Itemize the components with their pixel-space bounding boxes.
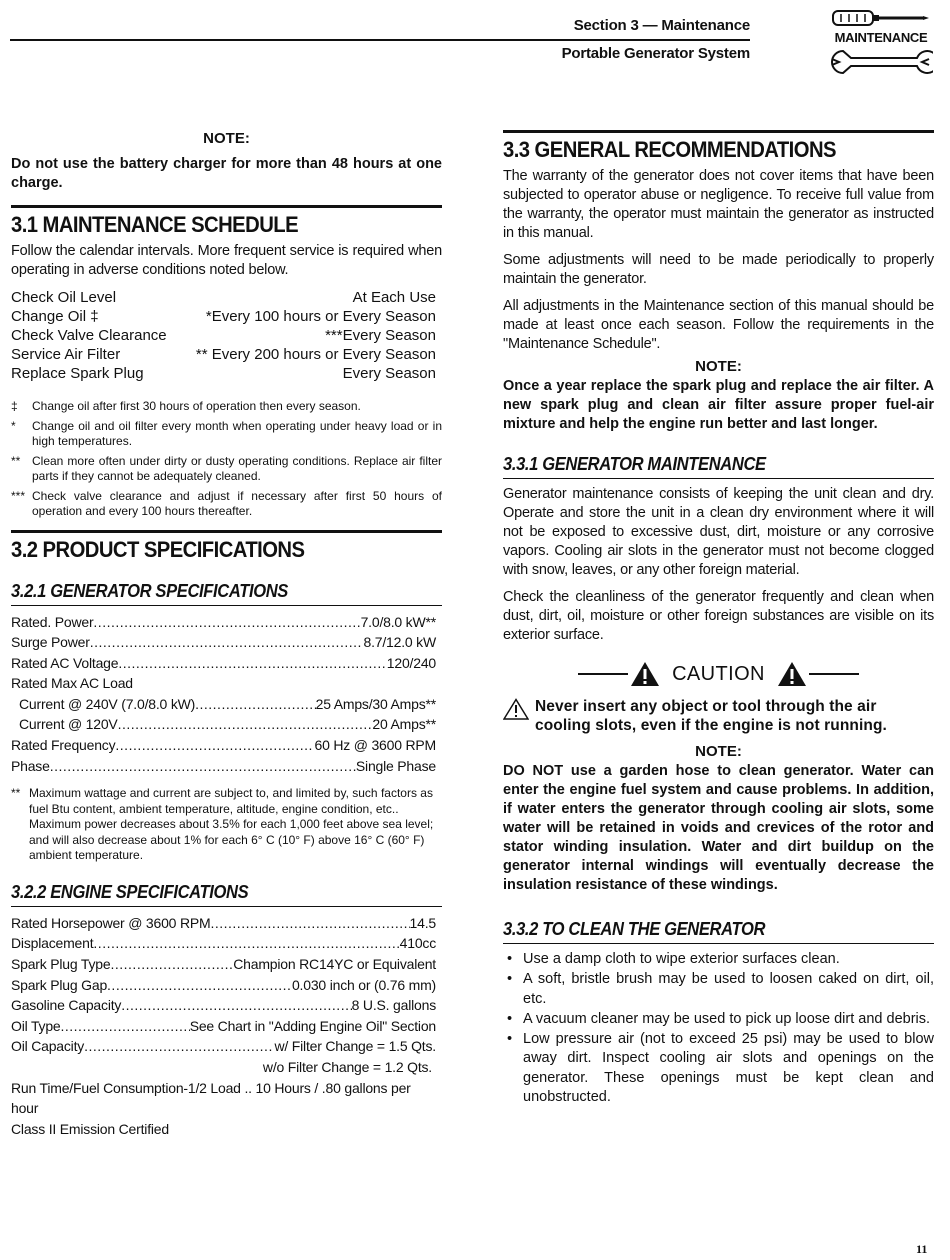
spec-row: Rated AC Voltage ..... 120/240 (11, 653, 436, 674)
subsection-title-3-3-2: 3.3.2 TO CLEAN THE GENERATOR (503, 919, 766, 939)
spec-row: Phase ..... Single Phase (11, 756, 436, 777)
spec-row: Rated Horsepower @ 3600 RPM ..... 14.5 (11, 913, 436, 934)
spec-row: Run Time/Fuel Consumption-1/2 Load .. 10 Hours / .80 gallons per hour (11, 1079, 411, 1117)
cleaning-list (503, 950, 934, 1107)
note-text: Once a year replace the spark plug and replace the air filter. A new spark plug and clean air filter assure proper fuel-air mixture and help the engine run better and last longer. (503, 378, 934, 432)
left-column (11, 130, 442, 1139)
warning-outline-icon (503, 698, 529, 720)
note-heading: NOTE: (203, 130, 250, 147)
schedule-row: Check Valve Clearance ***Every Season (11, 327, 436, 344)
schedule-intro: Follow the calendar intervals. More frequent service is required when operating in adverse conditions noted below. (11, 243, 442, 278)
spec-row: w/o Filter Change = 1.2 Qts. (262, 1058, 432, 1075)
list-item: • A vacuum cleaner may be used to pick up loose dirt and debris. (507, 1010, 931, 1027)
subsection-rule (503, 943, 934, 944)
caution-banner (503, 659, 934, 689)
warning-triangle-icon (777, 661, 807, 687)
subsection-rule (11, 906, 442, 907)
section-title-3-2: 3.2 PRODUCT SPECIFICATIONS (11, 536, 305, 562)
maintenance-schedule (11, 288, 436, 383)
engine-specs (11, 913, 436, 1140)
spec-row: Spark Plug Gap ..... 0.030 inch or (0.76 mm) (11, 975, 436, 996)
caution-message (503, 697, 934, 735)
note-heading: NOTE: (695, 743, 742, 760)
subsection-rule (11, 605, 442, 606)
spec-row: Displacement ..... 410cc (11, 933, 436, 954)
spec-row: Rated. Power ..... 7.0/8.0 kW** (11, 612, 436, 633)
wrench-icon (829, 47, 933, 77)
generator-spec-footnote: ** Maximum wattage and current are subject to, and limited by, such factors as fuel Btu content, ambient temperature, altitude, engine condition, etc.. Maximum power decreases about 3.5% for each 1,000 feet above sea level; and will also decrease about 1% for each 6° C (10° F) above 16° C (60° F) ambient temperature. (11, 786, 434, 863)
spec-row: Gasoline Capacity ..... 8 U.S. gallons (11, 995, 436, 1016)
spec-row: Oil Type ..... See Chart in "Adding Engine Oil" Section (11, 1016, 436, 1037)
schedule-row: Change Oil ‡ *Every 100 hours or Every Season (11, 308, 436, 325)
spec-row: Class II Emission Certified (11, 1120, 169, 1137)
caution-text: Never insert any object or tool through the air cooling slots, even if the engine is not running. (535, 698, 887, 734)
maintenance-badge (826, 8, 936, 94)
spec-row: Current @ 120V ..... 20 Amps** (11, 714, 436, 735)
generator-specs (11, 612, 436, 777)
caution-line (809, 673, 859, 675)
list-item: • Low pressure air (not to exceed 25 psi) may be used to blow away dirt. Inspect cooling air slots and openings on the generator. These openings must be kept clean and unobstructed. (507, 1031, 934, 1106)
footnote: ** Clean more often under dirty or dusty operating conditions. Replace air filter parts if they cannot be adequately cleaned. (11, 453, 442, 483)
subsection-title-3-2-1: 3.2.1 GENERATOR SPECIFICATIONS (11, 580, 288, 601)
schedule-row: Replace Spark Plug Every Season (11, 365, 436, 382)
paragraph: Generator maintenance consists of keeping the unit clean and dry. Operate and store the unit in a clean dry environment where it will not be exposed to excessive dust, dirt, moisture or any corrosive vapors. Cooling air slots in the generator must not become clogged with snow, leaves, or any other foreign material. (503, 486, 934, 578)
footnote: ‡ Change oil after first 30 hours of operation then every season. (11, 399, 361, 413)
spec-row: Rated Frequency ..... 60 Hz @ 3600 RPM (11, 735, 436, 756)
header-section-title: Section 3 — Maintenance (573, 17, 750, 34)
spec-row: Surge Power ..... 8.7/12.0 kW (11, 632, 436, 653)
warning-triangle-icon (630, 661, 660, 687)
subsection-title-3-2-2: 3.2.2 ENGINE SPECIFICATIONS (11, 881, 249, 902)
footnote: *** Check valve clearance and adjust if necessary after first 50 hours of operation and every 100 hours thereafter. (11, 488, 442, 518)
schedule-footnotes (11, 399, 442, 520)
header-rule (10, 39, 750, 41)
section-rule (11, 205, 442, 208)
page-number: 11 (916, 1242, 928, 1256)
screwdriver-icon (831, 8, 931, 28)
caution-line (578, 673, 628, 675)
schedule-row: Check Oil Level At Each Use (11, 289, 436, 306)
section-title-3-1: 3.1 MAINTENANCE SCHEDULE (11, 212, 299, 237)
spec-row: Oil Capacity ..... w/ Filter Change = 1.5 Qts. (11, 1036, 436, 1057)
paragraph: All adjustments in the Maintenance section of this manual should be made at least once each season. Follow the requirements in the "Maintenance Schedule". (503, 298, 934, 352)
note-text: DO NOT use a garden hose to clean generator. Water can enter the engine fuel system and cause problems. In addition, if water enters the generator through cooling air slots, some water will be retained in voids and crevices of the rotor and stator winding insulation. Water and dirt buildup on the generator internal windings will eventually decrease the insulation resistance of these windings. (503, 763, 934, 893)
right-column (503, 130, 934, 1108)
section-rule (503, 130, 934, 133)
spec-row: Spark Plug Type ..... Champion RC14YC or Equivalent (11, 954, 436, 975)
section-title-3-3: 3.3 GENERAL RECOMMENDATIONS (503, 137, 836, 162)
caution-label: CAUTION (672, 662, 765, 685)
note-heading: NOTE: (695, 358, 742, 375)
list-item: • Use a damp cloth to wipe exterior surfaces clean. (507, 951, 840, 967)
paragraph: Check the cleanliness of the generator frequently and clean when dust, dirt, oil, moisture or other foreign substances are visible on its exterior surface. (503, 589, 934, 643)
maintenance-label: MAINTENANCE (834, 30, 928, 45)
section-rule (11, 530, 442, 533)
subsection-title-3-3-1: 3.3.1 GENERATOR MAINTENANCE (503, 454, 766, 474)
schedule-row: Service Air Filter ** Every 200 hours or Every Season (11, 346, 436, 363)
paragraph: Some adjustments will need to be made periodically to properly maintain the generator. (503, 252, 934, 287)
header-subtitle: Portable Generator System (561, 45, 750, 62)
paragraph: The warranty of the generator does not cover items that have been subjected to operator abuse or negligence. To receive full value from the warranty, the operator must maintain the generator as instructed in this manual. (503, 168, 934, 241)
subsection-rule (503, 478, 934, 479)
spec-row: Rated Max AC Load (11, 675, 133, 692)
footnote: * Change oil and oil filter every month when operating under heavy load or in high temperatures. (11, 418, 442, 448)
list-item: • A soft, bristle brush may be used to loosen caked on dirt, oil, etc. (507, 971, 934, 1007)
note-text: Do not use the battery charger for more than 48 hours at one charge. (11, 156, 442, 191)
spec-row: Current @ 240V (7.0/8.0 kW) ..... 25 Amps/30 Amps** (11, 694, 436, 715)
